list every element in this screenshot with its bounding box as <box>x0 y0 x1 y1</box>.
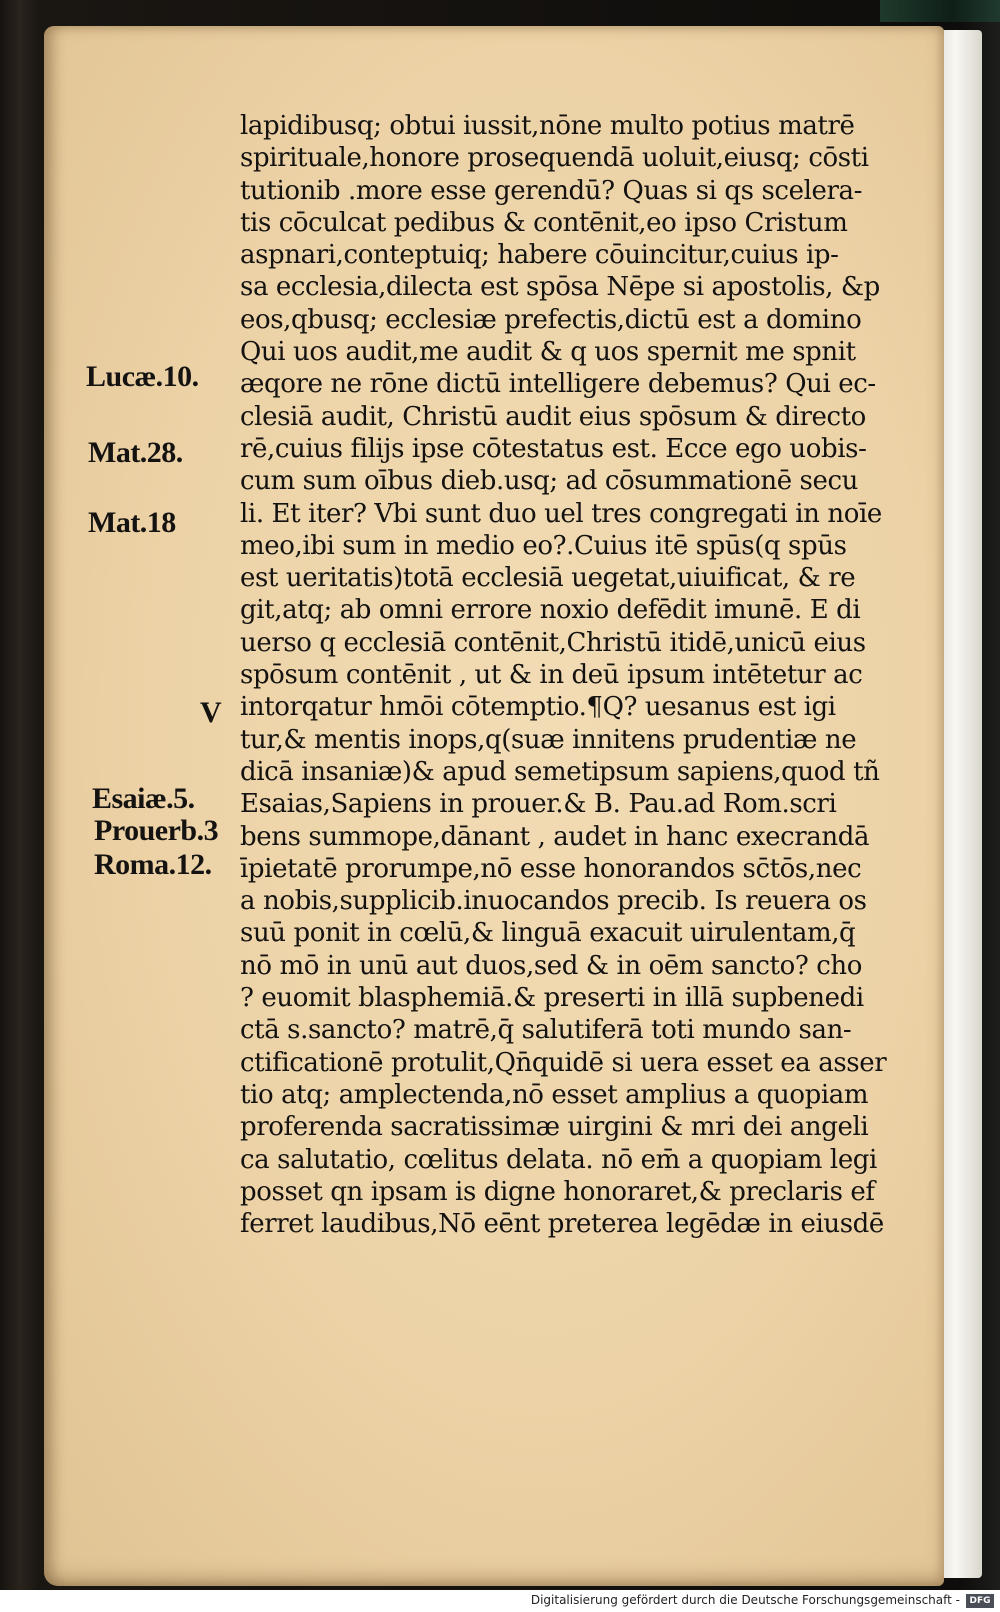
margin-note-v: V <box>200 696 222 729</box>
footer-bar <box>0 1590 1000 1612</box>
body-text <box>240 110 910 1240</box>
text-line: tutionib .more esse gerendū? Quas si qs scelera- <box>240 175 862 206</box>
text-line: est ueritatis)totā ecclesiā uegetat,uiuificat, & re <box>240 563 856 594</box>
text-line: a nobis,supplicib.inuocandos precib. Is reuera os <box>240 886 867 917</box>
text-line: Esaias,Sapiens in prouer.& B. Pau.ad Rom.scri <box>240 789 837 820</box>
text-line: Qui uos audit,me audit & q uos spernit me spnit <box>240 337 856 368</box>
dfg-logo: DFG <box>966 1594 994 1608</box>
margin-note-roma: Roma.12. <box>94 848 212 881</box>
text-line: ? euomit blasphemiā.& preserti in illā supbenedi <box>240 983 864 1014</box>
text-line: dicā insaniæ)& apud semetipsum sapiens,quod tñ <box>240 756 880 787</box>
text-line: posset qn ipsam is digne honoraret,& preclaris ef <box>240 1176 875 1207</box>
text-line: li. Et iter? Vbi sunt duo uel tres congregati in noīe <box>240 498 882 529</box>
text-line: intorqatur hmōi cōtemptio.¶Q? uesanus est igi <box>240 692 836 723</box>
margin-note-mat28: Mat.28. <box>88 436 183 469</box>
text-line: æqore ne rōne dictū intelligere debemus? Qui ec- <box>240 369 876 400</box>
page-edge <box>938 30 982 1578</box>
text-line: ferret laudibus,Nō eēnt preterea legēdæ in eiusdē <box>240 1209 884 1240</box>
margin-note-esaiae: Esaiæ.5. <box>92 782 195 815</box>
text-line: eos,qbusq; ecclesiæ prefectis,dictū est a domino <box>240 304 862 335</box>
margin-note-prouerb: Prouerb.3 <box>94 814 219 847</box>
text-line: spōsum contēnit , ut & in deū ipsum intētetur ac <box>240 660 863 691</box>
text-line: uerso q ecclesiā contēnit,Christū itidē,unicū eius <box>240 627 866 658</box>
book-binding <box>880 0 1000 22</box>
text-line: īpietatē prorumpe,nō esse honorandos sc̄tōs,nec <box>240 853 862 884</box>
text-line: clesiā audit, Christū audit eius spōsum & directo <box>240 401 866 432</box>
text-line: suū ponit in cœlū,& linguā exacuit uirulentam,q̄ <box>240 918 856 949</box>
text-line: sa ecclesia,dilecta est spōsa Nēpe si apostolis, &p <box>240 272 880 303</box>
margin-note-lucae: Lucæ.10. <box>86 360 199 393</box>
footer-credit: Digitalisierung gefördert durch die Deutsche Forschungsgemeinschaft - <box>530 1593 960 1607</box>
text-line: ctificationē protulit,Qn̄quidē si uera esset ea asser <box>240 1047 887 1078</box>
text-line: ca salutatio, cœlitus delata. nō em̄ a quopiam legi <box>240 1144 877 1175</box>
text-line: nō mō in unū aut duos,sed & in oēm sancto? cho <box>240 950 863 981</box>
text-line: cum sum oībus dieb.usq; ad cōsummationē secu <box>240 466 858 497</box>
text-line: tio atq; amplectenda,nō esset amplius a quopiam <box>240 1079 869 1110</box>
text-line: tur,& mentis inops,q(suæ innitens prudentiæ ne <box>240 724 857 755</box>
text-line: rē,cuius filijs ipse cōtestatus est. Ecce ego uobis- <box>240 433 867 464</box>
text-line: aspnari,conteptuiq; habere cōuincitur,cuius ip- <box>240 240 839 271</box>
text-line: lapidibusq; obtui iussit,nōne multo potius matrē <box>240 111 855 141</box>
text-line: spirituale,honore prosequendā uoluit,eiusq; cōsti <box>240 143 869 174</box>
text-line: meo,ibi sum in medio eo?.Cuius itē spūs(q spūs <box>240 530 847 561</box>
text-line: bens summope,dānant , audet in hanc execrandā <box>240 821 870 852</box>
text-line: ctā s.sancto? matrē,q̄ salutiferā toti mundo san- <box>240 1015 852 1046</box>
text-line: tis cōculcat pedibus & contēnit,eo ipso Cristum <box>240 207 848 238</box>
text-line: proferenda sacratissimæ uirgini & mri dei angeli <box>240 1112 869 1143</box>
text-line: git,atq; ab omni errore noxio defēdit imunē. E di <box>240 595 861 626</box>
margin-note-mat18: Mat.18 <box>88 506 176 539</box>
